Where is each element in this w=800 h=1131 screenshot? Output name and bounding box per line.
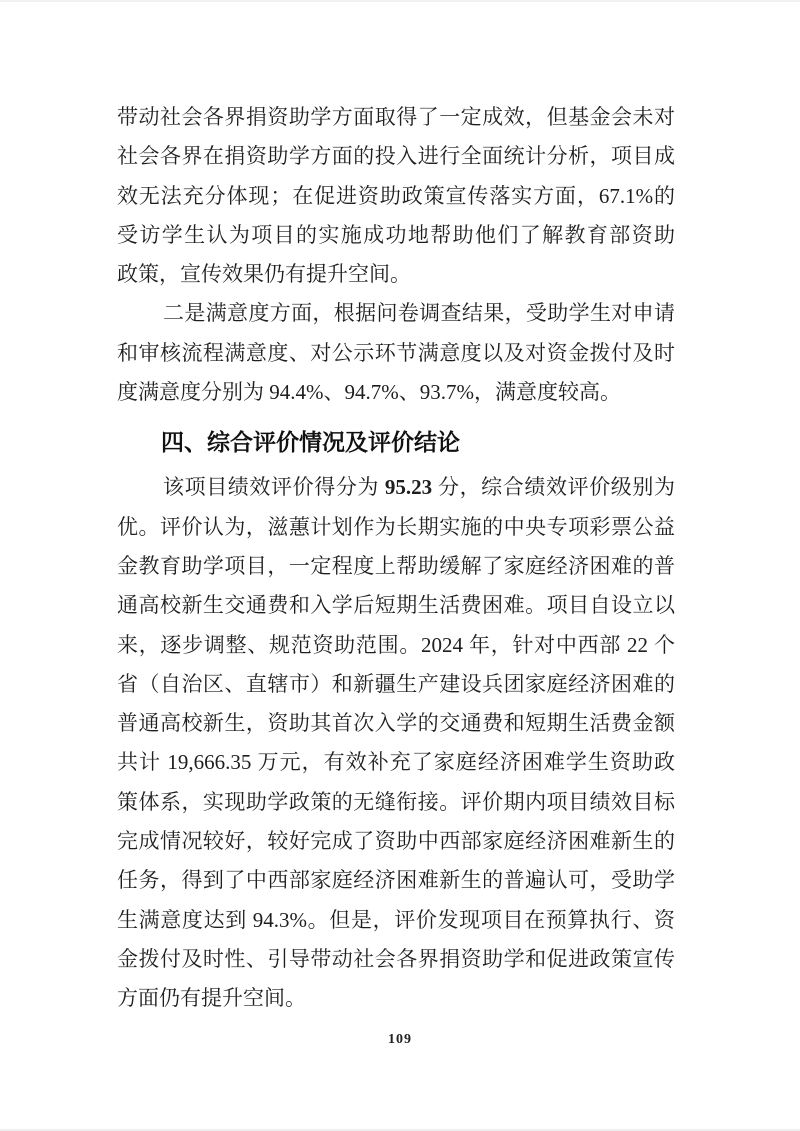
text-line: 方面仍有提升空间。 [117, 986, 306, 1011]
section-heading: 四、综合评价情况及评价结论 [161, 429, 460, 456]
text-segment: 该项目绩效评价得分为 [163, 475, 385, 500]
score-value: 95.23 [384, 475, 433, 500]
body-text [117, 98, 675, 1019]
text-line: 金教育助学项目，一定程度上帮助缓解了家庭经济困难的普 [117, 553, 675, 578]
text-line: 生满意度达到 94.3%。但是，评价发现项目在预算执行、资 [117, 907, 675, 932]
text-line: 社会各界在捐资助学方面的投入进行全面统计分析，项目成 [117, 144, 675, 169]
text-line: 普通高校新生，资助其首次入学的交通费和短期生活费金额 [117, 711, 675, 736]
text-line: 省（自治区、直辖市）和新疆生产建设兵团家庭经济困难的 [117, 671, 675, 696]
text-line: 通高校新生交通费和入学后短期生活费困难。项目自设立以 [117, 593, 675, 618]
text-line: 政策，宣传效果仍有提升空间。 [117, 262, 411, 287]
text-line: 受访学生认为项目的实施成功地帮助他们了解教育部资助 [117, 222, 675, 247]
text-line: 共计 19,666.35 万元，有效补充了家庭经济困难学生资助政 [117, 750, 675, 775]
text-line: 和审核流程满意度、对公示环节满意度以及对资金拨付及时 [117, 340, 675, 365]
text-line [117, 468, 675, 507]
text-line: 策体系，实现助学政策的无缝衔接。评价期内项目绩效目标 [117, 789, 675, 814]
text-line: 带动社会各界捐资助学方面取得了一定成效，但基金会未对 [117, 105, 675, 129]
page-number: 109 [388, 1032, 412, 1047]
text-line: 来，逐步调整、规范资助范围。2024 年，针对中西部 22 个 [117, 632, 675, 657]
text-line: 金拨付及时性、引导带动社会各界捐资助学和促进政策宣传 [117, 946, 675, 971]
text-line: 度满意度分别为 94.4%、94.7%、93.7%，满意度较高。 [117, 380, 621, 405]
text-line: 完成情况较好，较好完成了资助中西部家庭经济困难新生的 [117, 829, 675, 854]
text-segment: 分，综合绩效评价级别为 [432, 475, 675, 500]
text-line: 任务，得到了中西部家庭经济困难新生的普遍认可，受助学 [117, 868, 675, 893]
text-line: 优。评价认为，滋蕙计划作为长期实施的中央专项彩票公益 [117, 514, 675, 539]
text-line: 效无法充分体现；在促进资助政策宣传落实方面，67.1%的 [117, 183, 675, 208]
text-line: 二是满意度方面，根据问卷调查结果，受助学生对申请 [163, 301, 675, 326]
